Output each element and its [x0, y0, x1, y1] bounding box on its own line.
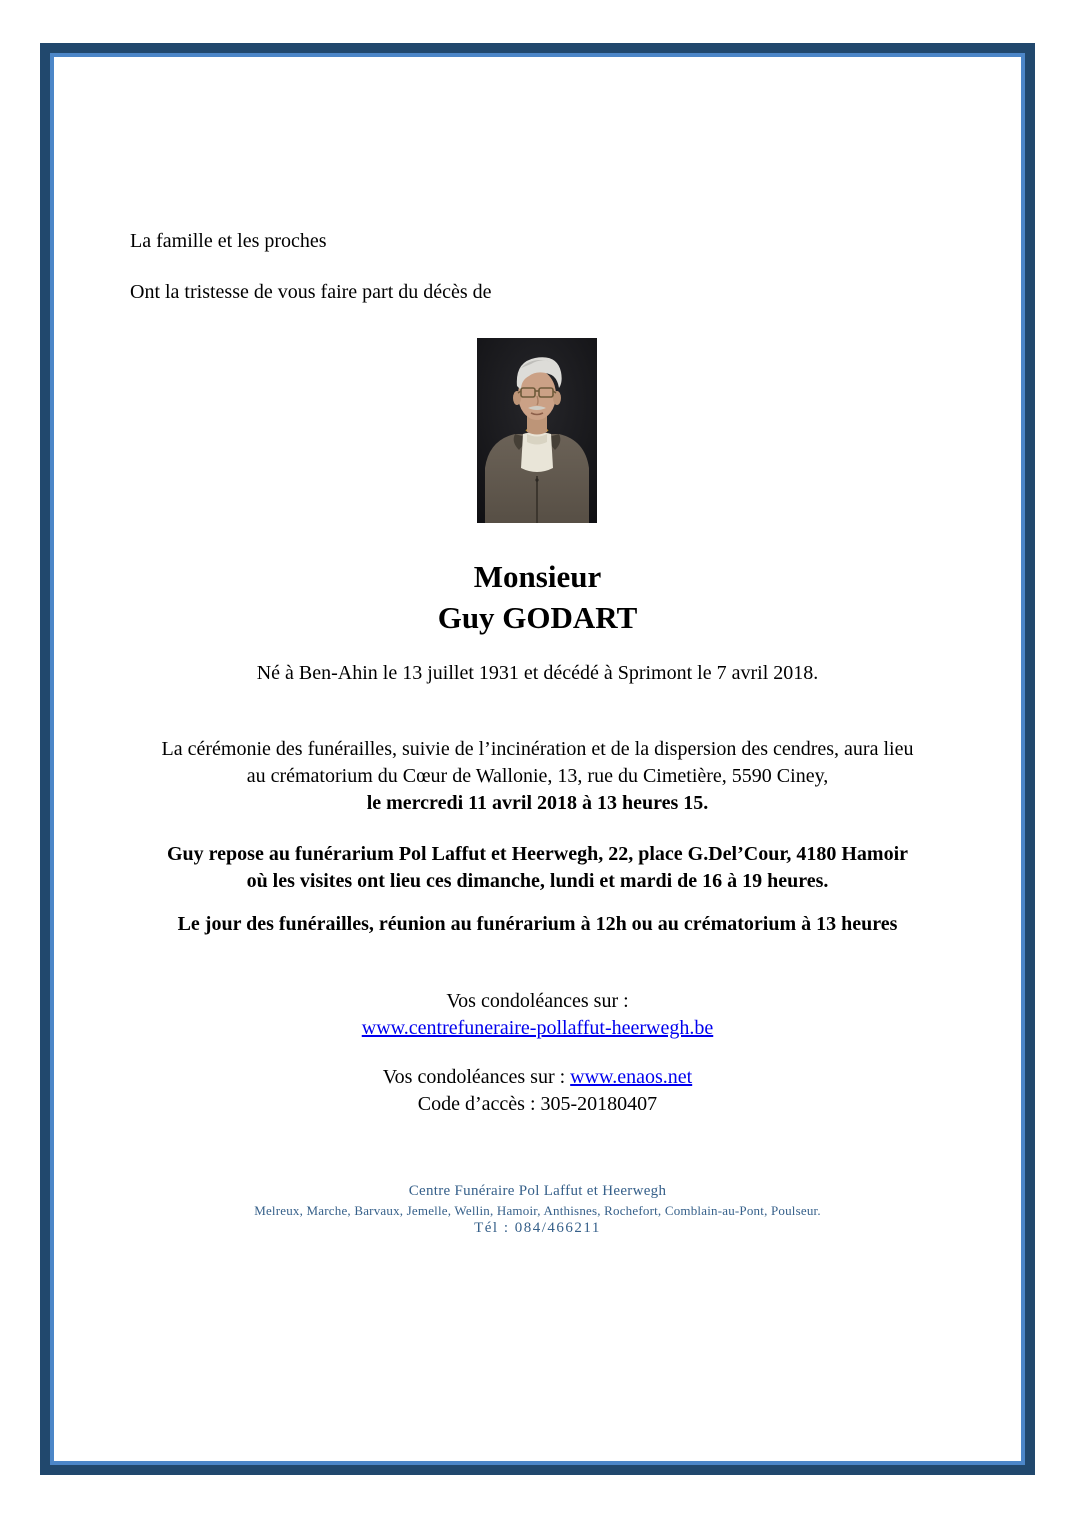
condolences-enaos-row — [0, 1064, 1075, 1091]
intro-line-family: La famille et les proches — [130, 230, 327, 252]
centrefuneraire-link[interactable]: www.centrefuneraire-pollaffut-heerwegh.be — [361, 1017, 714, 1039]
deceased-title-name — [0, 556, 1075, 638]
footer-phone: Tél : 084/466211 — [474, 1220, 601, 1236]
ceremony-line-2: au crématorium du Cœur de Wallonie, 13, rue du Cimetière, 5590 Ciney, — [246, 765, 829, 787]
ceremony-line-1: La cérémonie des funérailles, suivie de l’incinération et de la dispersion des cendres, aura lieu — [161, 738, 914, 760]
footer-locations: Melreux, Marche, Barvaux, Jemelle, Wellin, Hamoir, Anthisnes, Rochefort, Comblain-au-Pont, Poulseur. — [254, 1203, 821, 1218]
condolences-label: Vos condoléances sur : — [446, 990, 629, 1012]
footer-company: Centre Funéraire Pol Laffut et Heerwegh — [408, 1183, 667, 1199]
repose-line-1: Guy repose au funérarium Pol Laffut et Heerwegh, 22, place G.Del’Cour, 4180 Hamoir — [166, 843, 909, 865]
repose-line-2: où les visites ont lieu ces dimanche, lundi et mardi de 16 à 19 heures. — [246, 870, 829, 892]
condolences-link-row — [0, 1015, 1075, 1042]
deceased-name: Guy GODART — [437, 600, 638, 635]
ceremony-paragraph — [0, 736, 1075, 817]
repose-paragraph — [0, 841, 1075, 895]
meeting-line: Le jour des funérailles, réunion au funérarium à 12h ou au crématorium à 13 heures — [177, 913, 898, 935]
enaos-link[interactable]: www.enaos.net — [570, 1066, 693, 1088]
ceremony-date-bold: le mercredi 11 avril 2018 à 13 heures 15. — [366, 792, 709, 814]
portrait-photo — [477, 338, 597, 523]
deceased-title: Monsieur — [473, 559, 602, 594]
condolences-enaos-label: Vos condoléances sur : — [382, 1066, 571, 1088]
intro-line-announcement: Ont la tristesse de vous faire part du décès de — [130, 281, 492, 303]
life-dates: Né à Ben-Ahin le 13 juillet 1931 et décédé à Sprimont le 7 avril 2018. — [256, 662, 819, 684]
access-code: Code d’accès : 305-20180407 — [417, 1093, 658, 1115]
